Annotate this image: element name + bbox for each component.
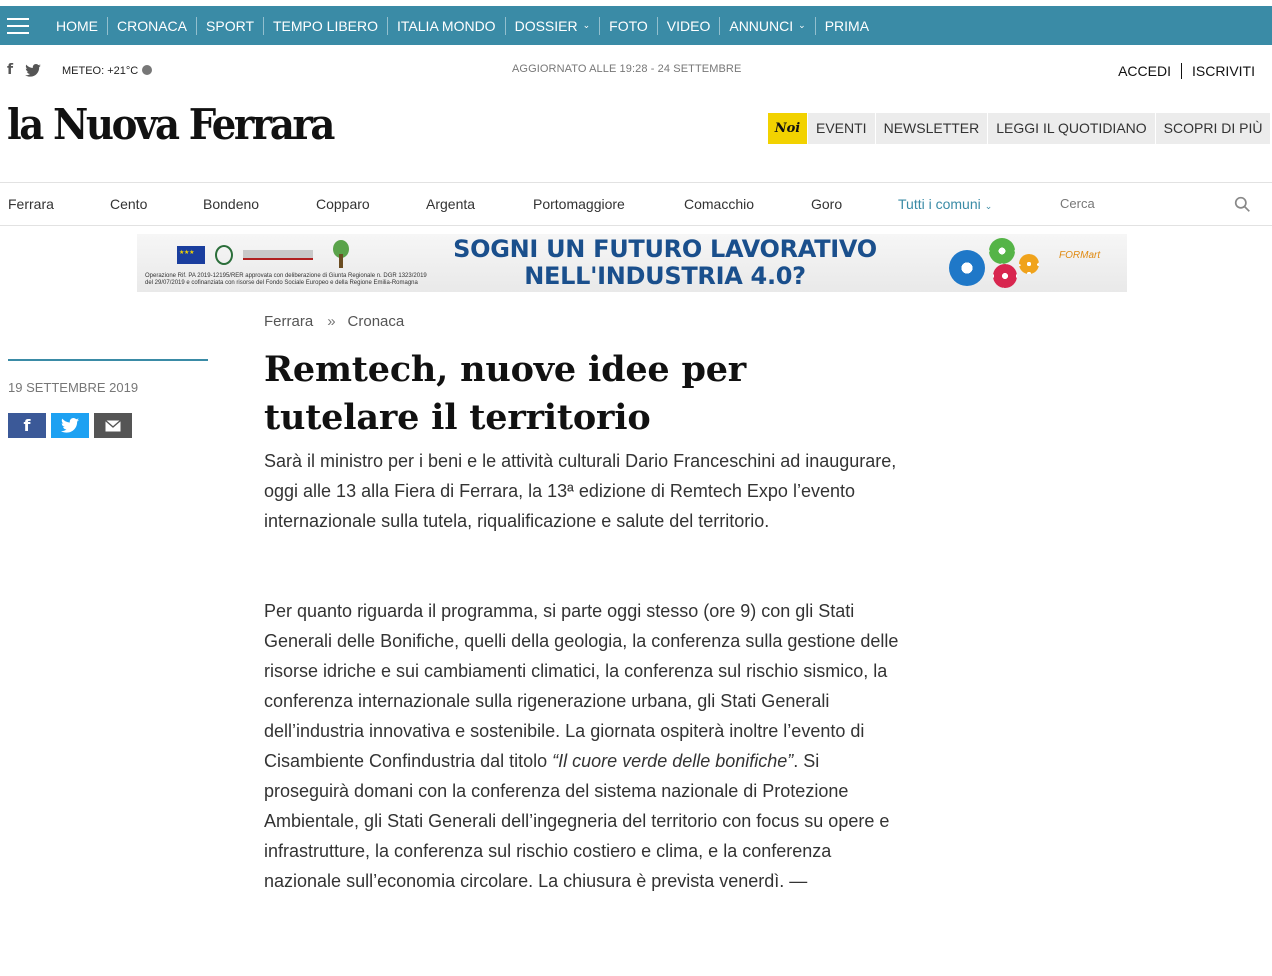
nav-dossier[interactable]: [506, 17, 601, 35]
header-links: [768, 113, 1270, 144]
gear-icon: [949, 250, 985, 286]
republic-emblem-icon: [215, 245, 233, 265]
site-logo[interactable]: la Nuova Ferrara: [7, 100, 334, 149]
nav-label: VIDEO: [666, 17, 711, 34]
nav-prima[interactable]: [816, 17, 878, 35]
weather-text: METEO: +21°C: [62, 65, 139, 77]
article-date: 19 SETTEMBRE 2019: [8, 380, 139, 395]
breadcrumb: [264, 313, 404, 330]
auth-links: [1118, 63, 1255, 79]
breadcrumb-separator: »: [327, 313, 336, 330]
comuni-navigation: [0, 182, 1272, 226]
comune-argenta[interactable]: Argenta: [426, 196, 476, 212]
moon-icon: [142, 65, 152, 75]
share-facebook-button[interactable]: [8, 413, 46, 438]
share-twitter-button[interactable]: [51, 413, 89, 438]
scopri-di-piu-button[interactable]: SCOPRI DI PIÙ: [1156, 113, 1271, 144]
article-body: [264, 596, 904, 896]
top-navigation: [0, 6, 1272, 45]
chevron-down-icon: ⌄: [984, 201, 993, 211]
last-updated: AGGIORNATO ALLE 19:28 - 24 SETTEMBRE: [512, 63, 742, 75]
nav-label: FOTO: [609, 17, 648, 34]
article-body-quote: “Il cuore verde delle bonifiche”: [552, 751, 794, 771]
leggi-quotidiano-button[interactable]: LEGGI IL QUOTIDIANO: [988, 113, 1154, 144]
tutti-label: Tutti i comuni: [898, 196, 981, 212]
nav-cronaca[interactable]: [108, 17, 197, 35]
comune-cento[interactable]: Cento: [110, 196, 148, 212]
twitter-icon: [61, 418, 79, 433]
banner-line-2: NELL'INDUSTRIA 4.0?: [524, 262, 806, 290]
comune-ferrara[interactable]: Ferrara: [8, 196, 54, 212]
nav-label: ANNUNCI: [729, 17, 794, 34]
nav-label: HOME: [56, 17, 98, 34]
noi-button[interactable]: Noi: [768, 113, 807, 144]
comune-comacchio[interactable]: Comacchio: [684, 196, 755, 212]
weather-widget[interactable]: [62, 65, 152, 77]
gears-icon: [947, 236, 1047, 292]
facebook-icon[interactable]: f: [7, 62, 14, 78]
banner-line-1: SOGNI UN FUTURO LAVORATIVO: [453, 235, 877, 263]
social-links: [7, 62, 41, 78]
tutti-i-comuni-dropdown[interactable]: [898, 196, 992, 212]
gear-icon: [993, 264, 1017, 288]
comune-copparo[interactable]: Copparo: [316, 196, 370, 212]
nav-home[interactable]: [47, 17, 108, 35]
nav-italia-mondo[interactable]: [388, 17, 506, 35]
comune-goro[interactable]: Goro: [811, 196, 843, 212]
formart-logo: FORMart: [1059, 250, 1101, 261]
gear-icon: [1019, 254, 1039, 274]
breadcrumb-cronaca[interactable]: Cronaca: [347, 313, 405, 330]
banner-headline: [425, 236, 905, 290]
search-input[interactable]: Cerca: [1060, 196, 1095, 211]
twitter-icon[interactable]: [25, 64, 41, 77]
gear-icon: [989, 238, 1015, 264]
newsletter-button[interactable]: NEWSLETTER: [876, 113, 988, 144]
nav-label: TEMPO LIBERO: [273, 17, 379, 34]
share-buttons: [8, 413, 132, 438]
nav-label: DOSSIER: [514, 17, 578, 34]
nav-sport[interactable]: [197, 17, 264, 35]
nav-label: PRIMA: [824, 17, 870, 34]
login-link[interactable]: ACCEDI: [1118, 63, 1171, 79]
tree-icon: [323, 240, 359, 270]
article-body-part1: Per quanto riguarda il programma, si parte oggi stesso (ore 9) con gli Stati Generali delle Bonifiche, quelli della geologia, la conferenza sulla gestione delle risorse idriche e sui cambiamenti climatici, la conferenza sul rischio sismico, la conferenza internazionale sulla rigenerazione urbana, gli Stati Generali dell’industria innovativa e sostenibile. La giornata ospiterà inoltre l’evento di Cisambiente Confindustria dal titolo: [264, 601, 899, 771]
hamburger-menu-icon[interactable]: [7, 18, 29, 34]
mail-icon: [105, 420, 121, 432]
eu-flag-icon: [177, 246, 205, 264]
share-email-button[interactable]: [94, 413, 132, 438]
eventi-button[interactable]: EVENTI: [808, 113, 875, 144]
banner-fine-print: Operazione Rif. PA 2019-12195/RER approvata con deliberazione di Giunta Regionale n. DGR 1323/2019 del 29/07/2019 e cofinanziata con risorse del Fondo Sociale Europeo e della Regione Emilia-Romagna: [145, 273, 427, 286]
comune-portomaggiore[interactable]: Portomaggiore: [533, 196, 625, 212]
search-icon[interactable]: [1234, 196, 1251, 213]
article-lead: Sarà il ministro per i beni e le attività culturali Dario Franceschini ad inaugurare, oggi alle 13 alla Fiera di Ferrara, la 13ª edizione di Remtech Expo l’evento internazionale sulla tutela, riqualificazione e salute del territorio.: [264, 451, 897, 531]
banner-logos: [177, 240, 359, 270]
comune-bondeno[interactable]: Bondeno: [203, 196, 260, 212]
facebook-icon: f: [23, 416, 31, 435]
ad-banner[interactable]: [137, 234, 1127, 292]
nav-label: CRONACA: [117, 17, 188, 34]
sidebar-divider: [8, 359, 208, 361]
nav-annunci[interactable]: [720, 17, 815, 35]
article-title: Remtech, nuove idee per tutelare il territorio: [264, 349, 747, 438]
divider: [1181, 63, 1182, 79]
nav-foto[interactable]: [600, 17, 658, 35]
nav-tempo-libero[interactable]: [264, 17, 388, 35]
chevron-down-icon: ⌄: [798, 19, 806, 30]
article-body-part2: . Si proseguirà domani con la conferenza del sistema nazionale di Protezione Ambientale, gli Stati Generali dell’ingegneria del territorio con focus su opere e infrastrutture, la conferenza sul rischio costiero e clima, e la conferenza nazionale sull’economia circolare. La chiusura è prevista venerdì. —: [264, 751, 890, 891]
nav-label: ITALIA MONDO: [397, 17, 496, 34]
utility-bar: [0, 60, 1272, 84]
nav-label: SPORT: [206, 17, 254, 34]
breadcrumb-ferrara[interactable]: Ferrara: [264, 313, 314, 330]
regione-logo-icon: [243, 250, 313, 260]
nav-video[interactable]: [658, 17, 721, 35]
chevron-down-icon: ⌄: [582, 19, 591, 30]
register-link[interactable]: ISCRIVITI: [1191, 63, 1255, 79]
